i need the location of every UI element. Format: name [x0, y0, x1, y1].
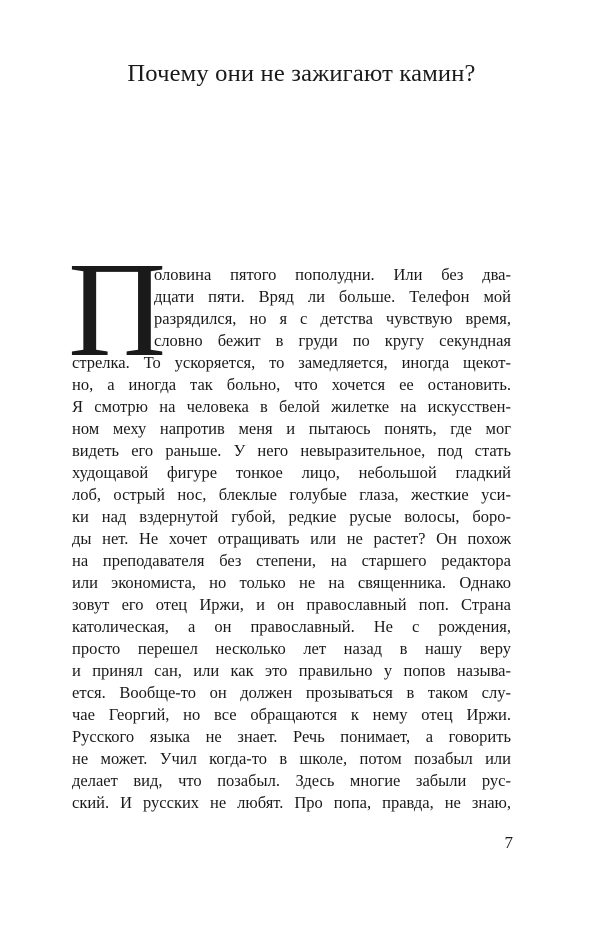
- text-line: Русского языка не знает. Речь понимает, а говорить: [72, 727, 511, 746]
- text-line: ки над вздернутой губой, редкие русые волосы, боро-: [72, 507, 511, 526]
- page-number: 7: [504, 833, 513, 852]
- text-line: разрядился, но я с детства чувствую время,: [154, 309, 511, 328]
- text-line: или экономиста, но только не на священника. Однако: [72, 573, 511, 592]
- text-line: худощавой фигуре тонкое лицо, небольшой гладкий: [72, 463, 511, 482]
- text-line: лоб, острый нос, блеклые голубые глаза, жесткие уси-: [72, 485, 511, 504]
- text-line: Я смотрю на человека в белой жилетке на искусствен-: [72, 397, 511, 416]
- drop-cap: П: [68, 235, 167, 385]
- text-line: оловина пятого пополудни. Или без два-: [154, 265, 511, 284]
- text-line: чае Георгий, но все обращаются к нему отец Иржи.: [72, 705, 511, 724]
- text-line: и принял сан, или как это правильно у попов называ-: [72, 661, 511, 680]
- text-line: католическая, а он православный. Не с рождения,: [72, 617, 511, 636]
- text-line: словно бежит в груди по кругу секундная: [154, 331, 511, 350]
- text-line: просто перешел несколько лет назад в нашу веру: [72, 639, 511, 658]
- text-line: дцати пяти. Вряд ли больше. Телефон мой: [154, 287, 511, 306]
- text-line: не может. Учил когда-то в школе, потом позабыл или: [72, 749, 511, 768]
- text-line: ном меху напротив меня и пытаюсь понять, где мог: [72, 419, 511, 438]
- text-line: делает вид, что позабыл. Здесь многие забыли рус-: [72, 771, 511, 790]
- text-line: ский. И русских не любят. Про попа, правда, не знаю,: [72, 793, 511, 812]
- text-line: стрелка. То ускоряется, то замедляется, иногда щекот-: [72, 353, 511, 372]
- text-line: на преподавателя без степени, на старшего редактора: [72, 551, 511, 570]
- text-line: зовут его отец Иржи, и он православный поп. Страна: [72, 595, 511, 614]
- text-line: ется. Вообще-то он должен прозываться в таком слу-: [72, 683, 511, 702]
- text-line: ды нет. Не хочет отращивать или не растет? Он похож: [72, 529, 511, 548]
- text-line: но, а иногда так больно, что хочется ее остановить.: [72, 375, 511, 394]
- text-line: видеть его раньше. У него невыразительное, под стать: [72, 441, 511, 460]
- chapter-title: Почему они не зажигают камин?: [127, 60, 476, 87]
